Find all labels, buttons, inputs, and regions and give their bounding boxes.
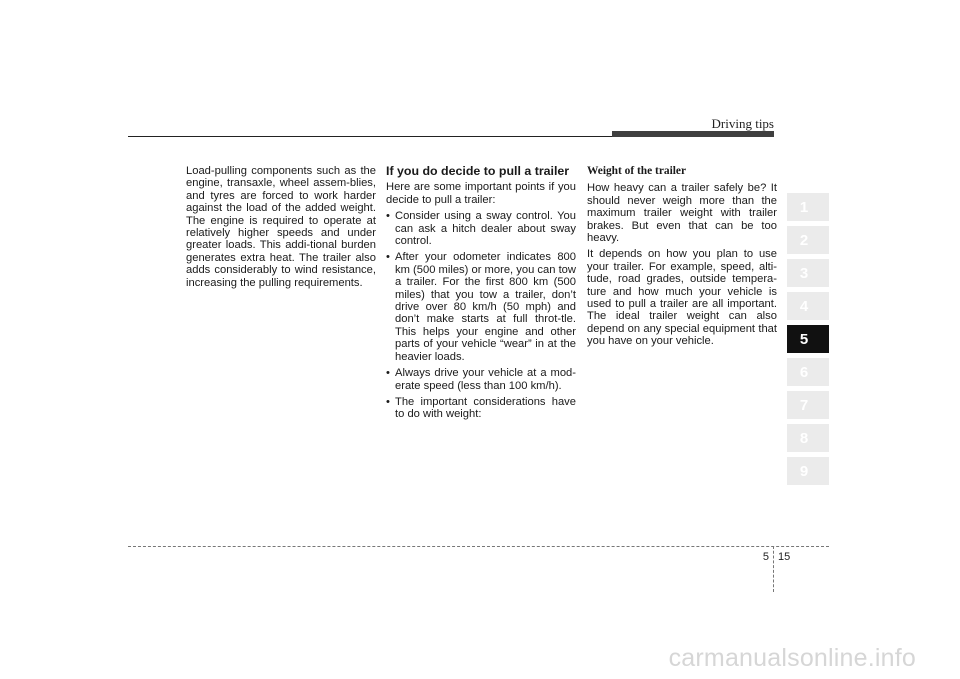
footer-page-number: 15 (778, 551, 791, 563)
column-3 (587, 165, 777, 352)
header-rule-thick (612, 131, 774, 137)
load-components-paragraph: Load-pulling components such as the engine, transaxle, wheel assem-blies, and tyres are forced to work harder against the load of the added weight. The engine is required to operate at relatively higher speeds and under greater loads. This addi-tional burden generates extra heat. The trailer also adds considerably to wind resistance, increasing the pulling requirements. (186, 165, 376, 289)
bullet-dot: • (386, 367, 390, 380)
chapter-tab-5[interactable]: 5 (787, 325, 829, 353)
chapter-tab-3[interactable]: 3 (787, 259, 829, 287)
list-item-text: The important considerations have to do with weight: (395, 395, 576, 421)
column-1 (186, 165, 376, 293)
list-item-text: Consider using a sway control. You can ask a hitch dealer about sway control. (395, 210, 576, 248)
bullet-dot: • (386, 251, 390, 264)
bullet-dot: • (386, 395, 390, 408)
bullet-dot: • (386, 210, 390, 223)
watermark: carmanualsonline.info (668, 644, 916, 672)
chapter-tab-4[interactable]: 4 (787, 292, 829, 320)
chapter-tabs (787, 193, 829, 490)
tips-list (386, 210, 576, 421)
header-title: Driving tips (711, 116, 774, 131)
chapter-tab-8[interactable]: 8 (787, 424, 829, 452)
list-item-text: After your odometer indicates 800 km (500 miles) or more, you can tow a trailer. For the first 800 km (500 miles) that you tow a trailer, don’t drive over 80 km/h (50 mph) and don’t make starts at full throt-tle. This helps your engine and other parts of your vehicle “wear” in at the heavier loads. (395, 251, 576, 363)
chapter-tab-2[interactable]: 2 (787, 226, 829, 254)
list-item (386, 367, 576, 392)
list-item (386, 251, 576, 363)
section-heading: If you do decide to pull a trailer (386, 164, 570, 178)
footer-divider (773, 546, 774, 592)
list-item (386, 396, 576, 421)
chapter-tab-7[interactable]: 7 (787, 391, 829, 419)
footer-rule (128, 546, 829, 547)
chapter-tab-6[interactable]: 6 (787, 358, 829, 386)
weight-subheading: Weight of the trailer (587, 165, 687, 177)
chapter-tab-9[interactable]: 9 (787, 457, 829, 485)
weight-paragraph-1: How heavy can a trailer safely be? It should never weigh more than the maximum trailer weight with trailer brakes. But even that can be too heavy. (587, 182, 777, 245)
weight-paragraph-2: It depends on how you plan to use your trailer. For example, speed, alti-tude, road grades, outside tempera-ture and how much your vehicle is used to pull a trailer are all important. The ideal trailer weight can also depend on any special equipment that you have on your vehicle. (587, 248, 777, 348)
chapter-tab-1[interactable]: 1 (787, 193, 829, 221)
section-intro: Here are some important points if you decide to pull a trailer: (386, 181, 576, 206)
list-item (386, 210, 576, 247)
list-item-text: Always drive your vehicle at a mod-erate speed (less than 100 km/h). (395, 367, 576, 392)
column-2 (386, 165, 576, 425)
footer-chapter-number: 5 (762, 551, 769, 563)
